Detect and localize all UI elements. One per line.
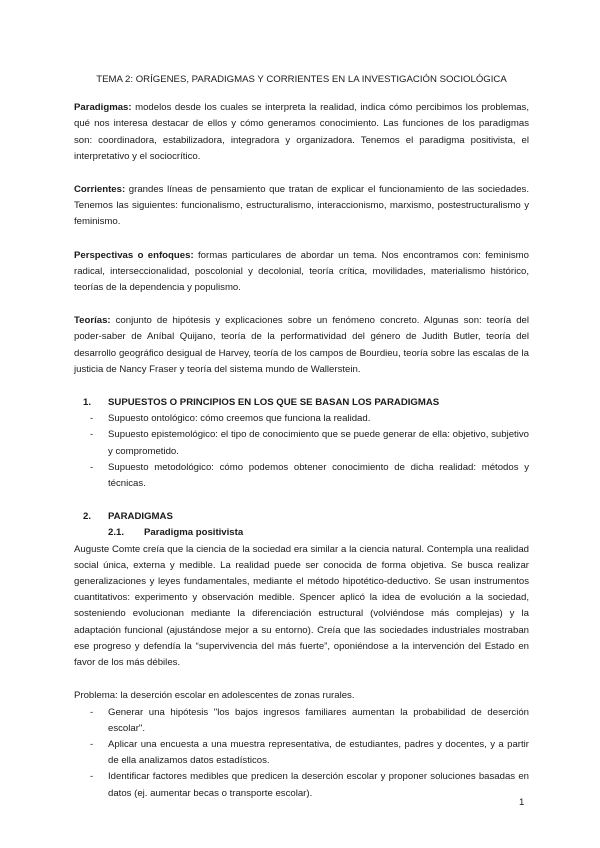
list-item-text: Supuesto metodológico: cómo podemos obtener conocimiento de dicha realidad: métodos y técnicas.: [108, 461, 529, 490]
list-item: [74, 427, 529, 459]
definition-text: conjunto de hipótesis y explicaciones sobre un fenómeno concreto. Algunas son: teoría del poder-saber de Aníbal Quijano, teoría de la performatividad del género de Judith Butler, teoría del desarrollo geográfico desigual de Harvey, teoría de los campos de Bourdieu, teoría sobre las escalas de la justicia de Nancy Fraser y teoría del sistema mundo de Wallerstein.: [74, 315, 529, 375]
section-heading-text: PARADIGMAS: [108, 511, 173, 523]
list-item: [74, 705, 529, 737]
problem-block: [74, 688, 529, 801]
section-heading: [74, 509, 529, 525]
page-title: TEMA 2: ORÍGENES, PARADIGMAS Y CORRIENTES EN LA INVESTIGACIÓN SOCIOLÓGICA: [96, 74, 507, 85]
definition-perspectivas: [74, 248, 529, 297]
definition-text: formas particulares de abordar un tema. Nos encontramos con: feminismo radical, interseccionalidad, poscolonial y decolonial, teoría crítica, movilidades, materialismo histórico, teorías de la dependencia y populismo.: [74, 249, 529, 294]
definition-corrientes: [74, 182, 529, 231]
definition-teorias: [74, 313, 529, 378]
list-item: [74, 460, 529, 492]
dash-bullet: -: [90, 738, 94, 750]
section-number: 2.: [83, 511, 92, 523]
definition-term: Teorías: [74, 315, 108, 327]
list-item-text: Aplicar una encuesta a una muestra representativa, de estudiantes, padres y docentes, y a partir de ella analizamos datos estadísticos.: [108, 738, 529, 767]
dash-bullet: -: [90, 771, 94, 783]
definition-text: modelos desde los cuales se interpreta la realidad, indica cómo percibimos los problemas, qué nos interesa destacar de ellos y cómo generamos conocimiento. Las funciones de los paradigmas son: coordinadora, estabilizadora, integradora y organizadora. Tenemos el paradigma positivista, el interpretativo y el sociocrítico.: [74, 102, 529, 162]
definition-sep: :: [107, 315, 111, 327]
section-number: 1.: [83, 397, 92, 409]
list-item: [74, 411, 529, 427]
definition-sep: :: [121, 184, 126, 196]
subsection-heading-text: Paradigma positivista: [144, 527, 244, 539]
section-supuestos: [74, 395, 529, 492]
problem-intro: Problema: la deserción escolar en adolescentes de zonas rurales.: [74, 690, 355, 702]
list-item-text: Supuesto epistemológico: el tipo de conocimiento que se puede generar de ella: objetivo, subjetivo y comprometido.: [108, 429, 529, 457]
page-number: 1: [519, 797, 525, 808]
subsection-number: 2.1.: [108, 527, 125, 539]
list-item: [74, 737, 529, 769]
list-item-text: Identificar factores medibles que predicen la deserción escolar y proponer soluciones basadas en datos (ej. aumentar becas o transporte escolar).: [108, 771, 529, 799]
definition-sep: :: [128, 102, 132, 114]
document-page: [74, 72, 529, 802]
list-item-text: Supuesto ontológico: cómo creemos que funciona la realidad.: [108, 413, 371, 425]
problem-list: [74, 705, 529, 802]
positivismo-body: Auguste Comte creía que la ciencia de la sociedad era similar a la ciencia natural. Contempla una realidad social única, externa y medible. La realidad puede ser conocida de forma objetiva. Se busca realizar generalizaciones y leyes fundamentales, mediante el método hipotético-deductivo. Se usan instrumentos cuantitativos: experimento y observación medible. Spencer aplicó la idea de evolución a la sociedad, sosteniendo evolucionan mediante la diferenciación estructural (volviéndose más complejas) y la adaptación funcional (ajustándose mejor a su entorno). Creía que las sociedades industriales mostraban ese progreso y defendía la “supervivencia del más fuerte”, oponiéndose a la intervención del Estado en favor de los más débiles.: [74, 543, 529, 669]
supuestos-list: [74, 411, 529, 492]
section-heading-text: SUPUESTOS O PRINCIPIOS EN LOS QUE SE BASAN LOS PARADIGMAS: [108, 397, 440, 409]
section-paradigmas: [74, 509, 529, 671]
subsection-heading: [74, 525, 529, 541]
definition-paradigmas: [74, 100, 529, 165]
definition-term: Paradigmas: [74, 102, 129, 114]
definition-term: Corrientes: [74, 184, 122, 196]
section-heading: [74, 395, 529, 411]
dash-bullet: -: [90, 706, 94, 718]
definition-text: grandes líneas de pensamiento que tratan de explicar el funcionamiento de las sociedades. Tenemos las siguientes: funcionalismo, estructuralismo, interaccionismo, marxismo, postestructuralismo y feminismo.: [74, 184, 529, 228]
dash-bullet: -: [90, 429, 94, 441]
definition-term: Perspectivas o enfoques: [74, 249, 191, 261]
dash-bullet: -: [90, 461, 94, 473]
dash-bullet: -: [90, 413, 94, 425]
definition-sep: :: [190, 249, 194, 261]
list-item: [74, 769, 529, 801]
list-item-text: Generar una hipótesis "los bajos ingresos familiares aumentan la probabilidad de deserción escolar".: [108, 706, 529, 734]
